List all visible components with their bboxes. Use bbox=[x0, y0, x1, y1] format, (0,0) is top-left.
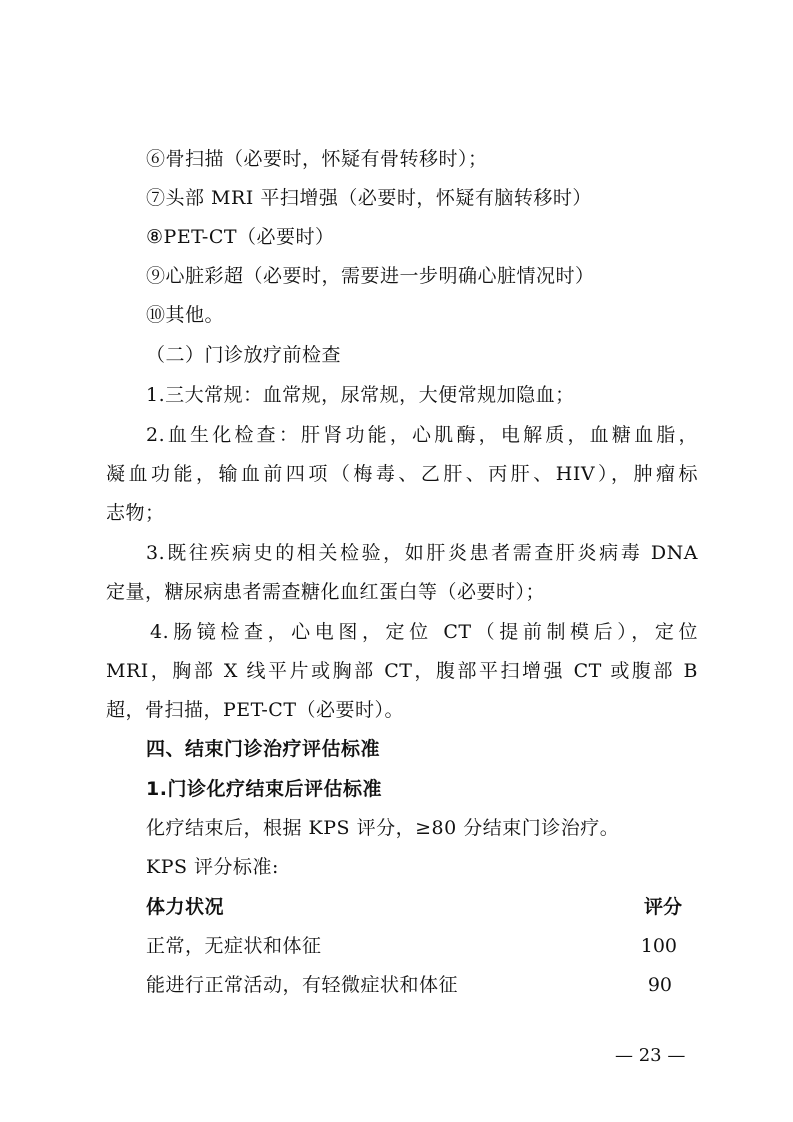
kps-row-status: 正常，无症状和体征 bbox=[146, 935, 322, 957]
subheading-chemo-evaluation: 1.门诊化疗结束后评估标准 bbox=[146, 778, 382, 800]
exam-item-cardiac-echo: ⑨心脏彩超（必要时，需要进一步明确心脏情况时） bbox=[146, 265, 595, 287]
item-routine-tests: 1.三大常规：血常规，尿常规，大便常规加隐血； bbox=[146, 384, 575, 406]
section-heading-pre-radiotherapy: （二）门诊放疗前检查 bbox=[146, 344, 342, 366]
item-history-line1: 3.既往疾病史的相关检验，如肝炎患者需查肝炎病毒 DNA bbox=[146, 542, 698, 564]
kps-standard-label: KPS 评分标准: bbox=[146, 856, 279, 878]
kps-row-score: 100 bbox=[640, 935, 677, 957]
item-imaging-line3: 超，骨扫描，PET-CT（必要时）。 bbox=[106, 699, 405, 721]
section-heading-evaluation: 四、结束门诊治疗评估标准 bbox=[146, 738, 381, 760]
exam-item-other: ⑩其他。 bbox=[146, 304, 225, 326]
item-biochem-line1: 2.血生化检查：肝肾功能，心肌酶，电解质，血糖血脂， bbox=[146, 424, 698, 446]
kps-row-status: 能进行正常活动，有轻微症状和体征 bbox=[146, 974, 459, 996]
item-history-line2: 定量，糖尿病患者需查糖化血红蛋白等（必要时）； bbox=[106, 581, 546, 603]
kps-row-score: 90 bbox=[647, 974, 672, 996]
item-imaging-line2: MRI，胸部 X 线平片或胸部 CT，腹部平扫增强 CT 或腹部 B bbox=[106, 660, 698, 682]
chemo-evaluation-paragraph: 化疗结束后，根据 KPS 评分，≥80 分结束门诊治疗。 bbox=[146, 817, 620, 839]
item-imaging-line1: 4.肠镜检查，心电图，定位 CT（提前制模后），定位 bbox=[150, 621, 698, 643]
exam-item-pet-ct: ⑧PET-CT（必要时） bbox=[146, 226, 335, 248]
item-biochem-line2: 凝血功能，输血前四项（梅毒、乙肝、丙肝、HIV），肿瘤标 bbox=[106, 463, 698, 485]
kps-header-score: 评分 bbox=[643, 896, 682, 918]
exam-item-bone-scan: ⑥骨扫描（必要时，怀疑有骨转移时）； bbox=[146, 148, 488, 170]
exam-item-head-mri: ⑦头部 MRI 平扫增强（必要时，怀疑有脑转移时） bbox=[146, 187, 592, 209]
kps-header-status: 体力状况 bbox=[146, 896, 225, 918]
item-biochem-line3: 志物； bbox=[106, 502, 165, 524]
page-number: — 23 — bbox=[615, 1045, 686, 1066]
